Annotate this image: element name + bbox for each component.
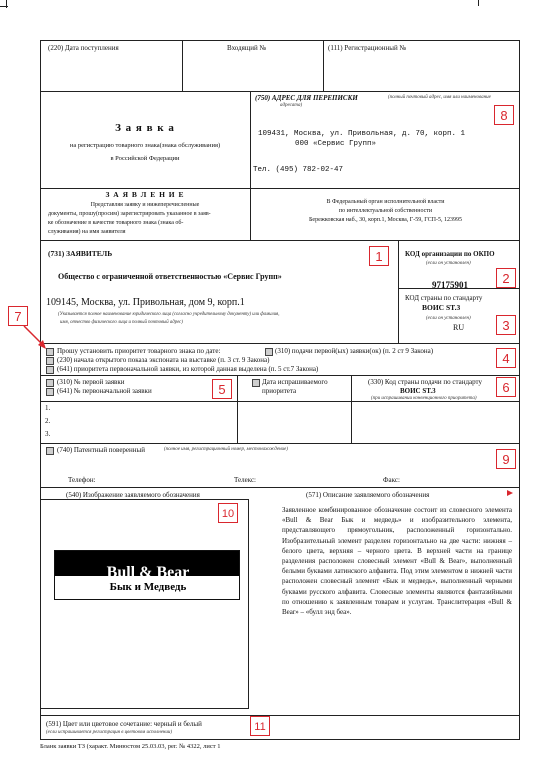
marker-10: 10	[218, 503, 238, 523]
application-subtitle-1: на регистрацию товарного знака(знака обслуживания)	[69, 142, 221, 149]
marker-3: 3	[496, 315, 516, 335]
statement-text-4: служивания) на имя заявителя	[48, 229, 126, 235]
priority-date-label-2: приоритета	[262, 387, 297, 395]
country-code-standard: ВОИС ST.3	[422, 303, 461, 312]
attorney-telex: Телекс:	[234, 476, 256, 484]
exhibition-option: (230) начала открытого показа экспоната на выставке (п. 3 ст. 9 Закона)	[57, 356, 270, 364]
filing-country-label: (330) Код страны подачи по стандарту	[368, 378, 482, 386]
incoming-number-label: Входящий №	[227, 44, 267, 52]
okpo-label: КОД организации по ОКПО	[405, 250, 495, 258]
attorney-note: (полное имя, регистрационный номер, местонахождение)	[164, 447, 288, 452]
applicant-label: (731) ЗАЯВИТЕЛЬ	[48, 249, 113, 258]
address-line-2: 000 «Сервис Групп»	[295, 140, 377, 148]
application-title: З а я в к а	[115, 122, 175, 134]
first-application-number-label: (310) № первой заявки	[57, 378, 125, 386]
attorney-phone: Телефон:	[68, 476, 96, 484]
marker-6: 6	[496, 377, 516, 397]
marker-5: 5	[212, 379, 232, 399]
mark-description-label: (571) Описание заявляемого обозначения	[306, 491, 430, 499]
priority-row-1: 1.	[45, 404, 51, 412]
filing-country-note: (при испрашивании конвенционного приоритета)	[371, 396, 477, 401]
correspondence-address-label: (750) АДРЕС ДЛЯ ПЕРЕПИСКИ	[255, 94, 358, 102]
country-code-note: (если он установлен)	[426, 316, 471, 321]
statement-text-1: Представляя заявку и нижеперечисленные	[90, 202, 200, 208]
okpo-note: (если он установлен)	[426, 261, 471, 266]
divisional-option: (641) приоритета первоначальной заявки, из которой данная выделена (п. 5 ст.7 Закона)	[57, 365, 319, 373]
mark-image-label: (540) Изображение заявляемого обозначения	[66, 491, 200, 499]
applicant-address: 109145, Москва, ул. Привольная, дом 9, корп.1	[46, 297, 245, 308]
mark-description-text: Заявленное комбинированное обозначение состоит из словесного элемента «Bull & Bear Бык и медведь» и изобразительного элемента, представляющего прямоугольник, расположенный горизонтально. Изобразительный элемент разделен горизонтально на две части: нижняя – белого цвета, верхняя – черного цвета. В верхней части на границе разделения расположен словесный элемент «Bull & Bear», выполненный белыми буквами латинского алфавита. Под этим элементом в нижней части расположен словесный элемент «Бык и медведь», выполненный черными буквами русского алфавита. Словесные элементы являются фантазийными по отношению к заявленным товарам и услугам. Транслитерация «Bull & Bear» – «булл энд беа».	[282, 506, 512, 617]
date-received-label: (220) Дата поступления	[48, 44, 119, 52]
okpo-value: 97175901	[432, 280, 468, 290]
marker-1: 1	[369, 246, 389, 266]
statement-text-3: ке обозначение в качестве товарного знака (знака об-	[48, 220, 184, 226]
marker-8: 8	[494, 105, 514, 125]
authority-line-1: В Федеральный орган исполнительной власти	[326, 199, 445, 205]
priority-date-label: Дата испрашиваемого	[262, 378, 328, 386]
address-line-1: 109431, Москва, ул. Привольная, д. 70, корп. 1	[258, 130, 466, 138]
priority-request: Прошу установить приоритет товарного знака по дате:	[57, 347, 221, 355]
application-subtitle-2: в Российской Федерации	[110, 155, 180, 162]
original-application-number-label: (641) № первоначальной заявки	[57, 387, 152, 395]
applicant-name: Общество с ограниченной ответственностью «Сервис Групп»	[58, 272, 282, 281]
attorney-fax: Факс:	[383, 476, 400, 484]
correspondence-address-note-2: адресата)	[280, 103, 303, 108]
priority-row-3: 3.	[45, 430, 51, 438]
form-footer: Бланк заявки ТЗ (характ. Минюстом 25.03.03, рег. № 4322, лист 1	[40, 743, 221, 750]
applicant-note-2: имя, отчество физического лица и полный почтовый адрес)	[60, 320, 183, 325]
marker-9: 9	[496, 449, 516, 469]
address-phone: Тел. (495) 782-02-47	[253, 166, 344, 174]
registration-number-label: (111) Регистрационный №	[328, 44, 407, 52]
first-application-option: (310) подачи первой(ых) заявки(ок) (п. 2 ст 9 Закона)	[275, 347, 434, 355]
marker-2: 2	[496, 268, 516, 288]
applicant-note-1: (Указывается полное наименование юридического лица (согласно учредительному документу) или фамилия,	[58, 312, 280, 317]
marker-11: 11	[250, 716, 270, 736]
logo-text-cyrillic: Бык и Медведь	[109, 581, 187, 593]
statement-text-2: документы, прошу(просим) зарегистрировать указанное в заяв-	[48, 211, 211, 217]
authority-line-2: по интеллектуальной собственности	[338, 208, 433, 214]
marker-7: 7	[8, 306, 28, 326]
authority-line-3: Бережковская наб., 30, корп.1, Москва, Г-59, ГСП-5, 123995	[308, 217, 462, 223]
color-combination-note: (если испрашивается регистрация в цветовом исполнении)	[46, 730, 173, 735]
color-combination: (591) Цвет или цветовое сочетание: черный и белый	[46, 720, 202, 728]
attorney-label: (740) Патентный поверенный	[57, 446, 145, 454]
priority-row-2: 2.	[45, 417, 51, 425]
correspondence-address-note: (полный почтовый адрес, имя или наименование	[388, 95, 491, 100]
country-code-label: КОД страны по стандарту	[405, 294, 483, 302]
country-code-value: RU	[453, 323, 465, 332]
filing-country-standard: ВОИС ST.3	[400, 387, 436, 395]
logo-text-latin: Bull & Bear	[106, 564, 190, 581]
marker-4: 4	[496, 348, 516, 368]
statement-title: З А Я В Л Е Н И Е	[105, 190, 185, 199]
